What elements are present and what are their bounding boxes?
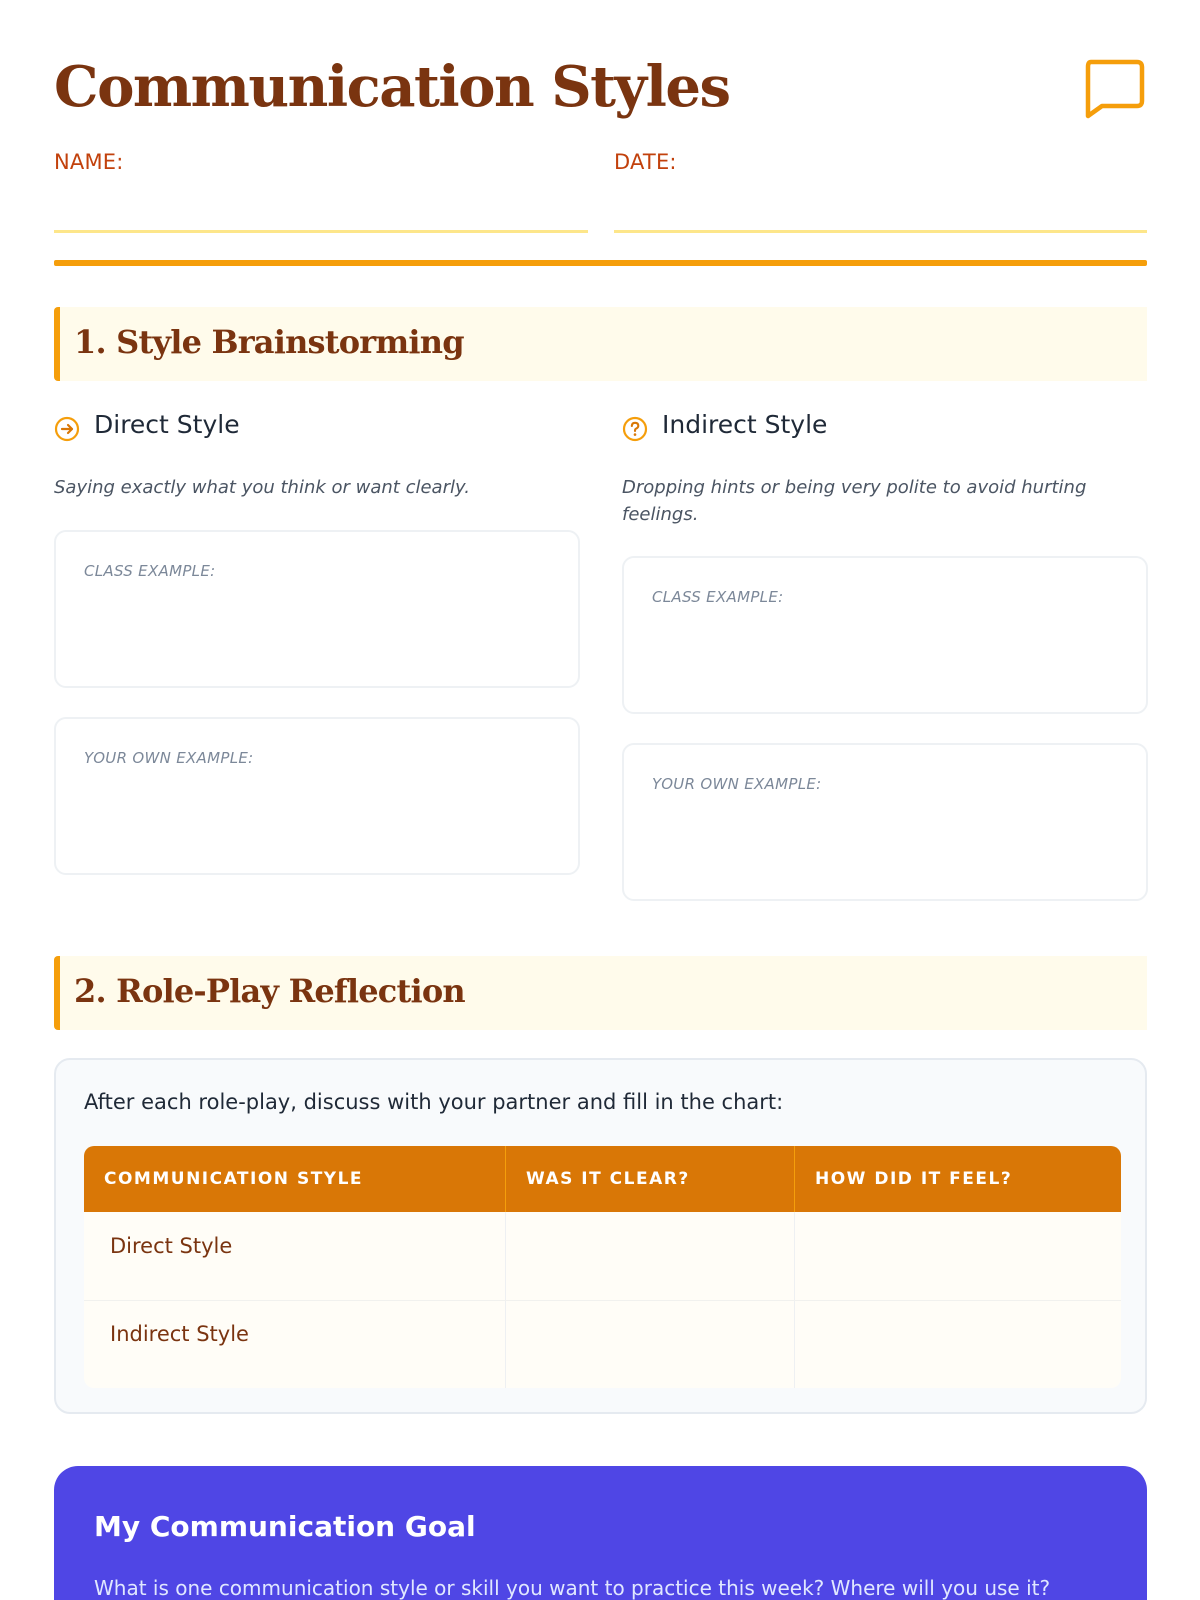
section-1-heading xyxy=(54,307,1147,381)
table-cell-feel-direct[interactable] xyxy=(794,1212,1121,1300)
class-example-label: CLASS EXAMPLE: xyxy=(652,588,784,606)
direct-style-description: Saying exactly what you think or want clearly. xyxy=(54,477,470,498)
row-label: Indirect Style xyxy=(110,1322,249,1346)
direct-style-title: Direct Style xyxy=(94,410,240,439)
direct-own-example-box[interactable] xyxy=(54,717,580,875)
page-title: Communication Styles xyxy=(54,54,730,120)
row-label: Direct Style xyxy=(110,1234,233,1258)
section-2-title: 2. Role-Play Reflection xyxy=(74,972,465,1010)
reflection-table xyxy=(84,1146,1121,1388)
indirect-own-example-box[interactable] xyxy=(622,743,1148,901)
class-example-label: CLASS EXAMPLE: xyxy=(84,562,216,580)
date-field[interactable] xyxy=(614,230,1147,233)
header-divider xyxy=(54,260,1147,266)
chat-bubble-icon xyxy=(1082,58,1146,120)
indirect-style-title: Indirect Style xyxy=(662,410,828,439)
goal-prompt: What is one communication style or skill you want to practice this week? Where will you use it? xyxy=(94,1576,1051,1600)
section-2-heading xyxy=(54,956,1147,1030)
indirect-style-description: Dropping hints or being very polite to avoid hurting feelings. xyxy=(622,477,1087,525)
name-field[interactable] xyxy=(54,230,588,233)
column-header: COMMUNICATION STYLE xyxy=(84,1146,505,1212)
own-example-label: YOUR OWN EXAMPLE: xyxy=(652,775,822,793)
goal-title: My Communication Goal xyxy=(94,1510,476,1543)
direct-class-example-box[interactable] xyxy=(54,530,580,688)
goal-card xyxy=(54,1466,1147,1600)
indirect-class-example-box[interactable] xyxy=(622,556,1148,714)
own-example-label: YOUR OWN EXAMPLE: xyxy=(84,749,254,767)
table-cell-clear-indirect[interactable] xyxy=(505,1301,794,1388)
table-cell-clear-direct[interactable] xyxy=(505,1212,794,1300)
question-circle-icon xyxy=(622,416,648,442)
column-header: HOW DID IT FEEL? xyxy=(794,1146,1121,1212)
name-label: NAME: xyxy=(54,150,124,174)
reflection-card xyxy=(54,1058,1147,1414)
reflection-intro: After each role-play, discuss with your partner and fill in the chart: xyxy=(84,1090,784,1114)
table-cell-feel-indirect[interactable] xyxy=(794,1301,1121,1388)
column-header: WAS IT CLEAR? xyxy=(505,1146,794,1212)
date-label: DATE: xyxy=(614,150,677,174)
arrow-circle-right-icon xyxy=(54,416,80,442)
section-1-title: 1. Style Brainstorming xyxy=(74,323,464,361)
